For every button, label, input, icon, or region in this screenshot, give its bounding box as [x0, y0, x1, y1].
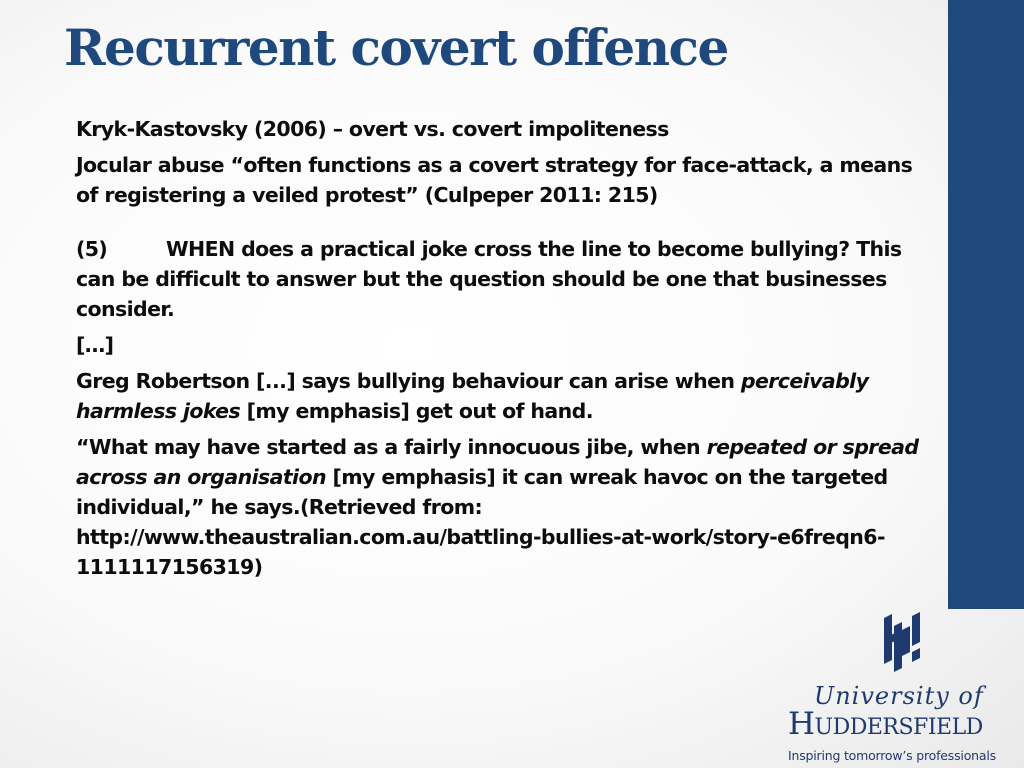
university-crest-icon — [880, 612, 924, 674]
robertson-emphasis: perceivably harmless jokes — [76, 369, 869, 423]
logo-huddersfield-text: Huddersfield — [788, 706, 983, 742]
logo-university-of: University of — [814, 682, 984, 710]
logo-huddersfield — [788, 706, 983, 742]
accent-side-bar — [948, 0, 1024, 609]
quote-paragraph — [76, 432, 926, 582]
university-logo — [780, 610, 1024, 768]
robertson-text-before: Greg Robertson [...] says bullying behaviour can arise when — [76, 369, 741, 393]
body-paragraph-kryk-kastovsky: Kryk-Kastovsky (2006) – overt vs. covert impoliteness — [76, 117, 669, 141]
logo-tagline: Inspiring tomorrow’s professionals — [788, 748, 996, 763]
slide-title: Recurrent covert offence — [64, 18, 728, 77]
body-paragraph-culpeper-quote: Jocular abuse “often functions as a covert strategy for face-attack, a means of registering a veiled protest” (Culpeper 2011: 215) — [76, 153, 913, 207]
example-number: (5) — [76, 237, 108, 261]
example-text: WHEN does a practical joke cross the line to become bullying? This can be difficult to answer but the question should be one that businesses consider. — [76, 237, 902, 321]
slide-body — [76, 114, 926, 588]
ellipsis-paragraph: […] — [76, 333, 114, 357]
quote-text-before: “What may have started as a fairly innocuous jibe, when — [76, 435, 707, 459]
example-paragraph — [76, 234, 926, 324]
quote-text-after: [my emphasis] it can wreak havoc on the targeted individual,” he says.(Retrieved from: http://www.theaustralian.com.au/battling-bullies-at-work/story-e6freqn6-1111117156319) — [76, 465, 888, 579]
robertson-paragraph — [76, 366, 926, 426]
quote-emphasis: repeated or spread across an organisation — [76, 435, 919, 489]
robertson-text-after: [my emphasis] get out of hand. — [240, 399, 593, 423]
